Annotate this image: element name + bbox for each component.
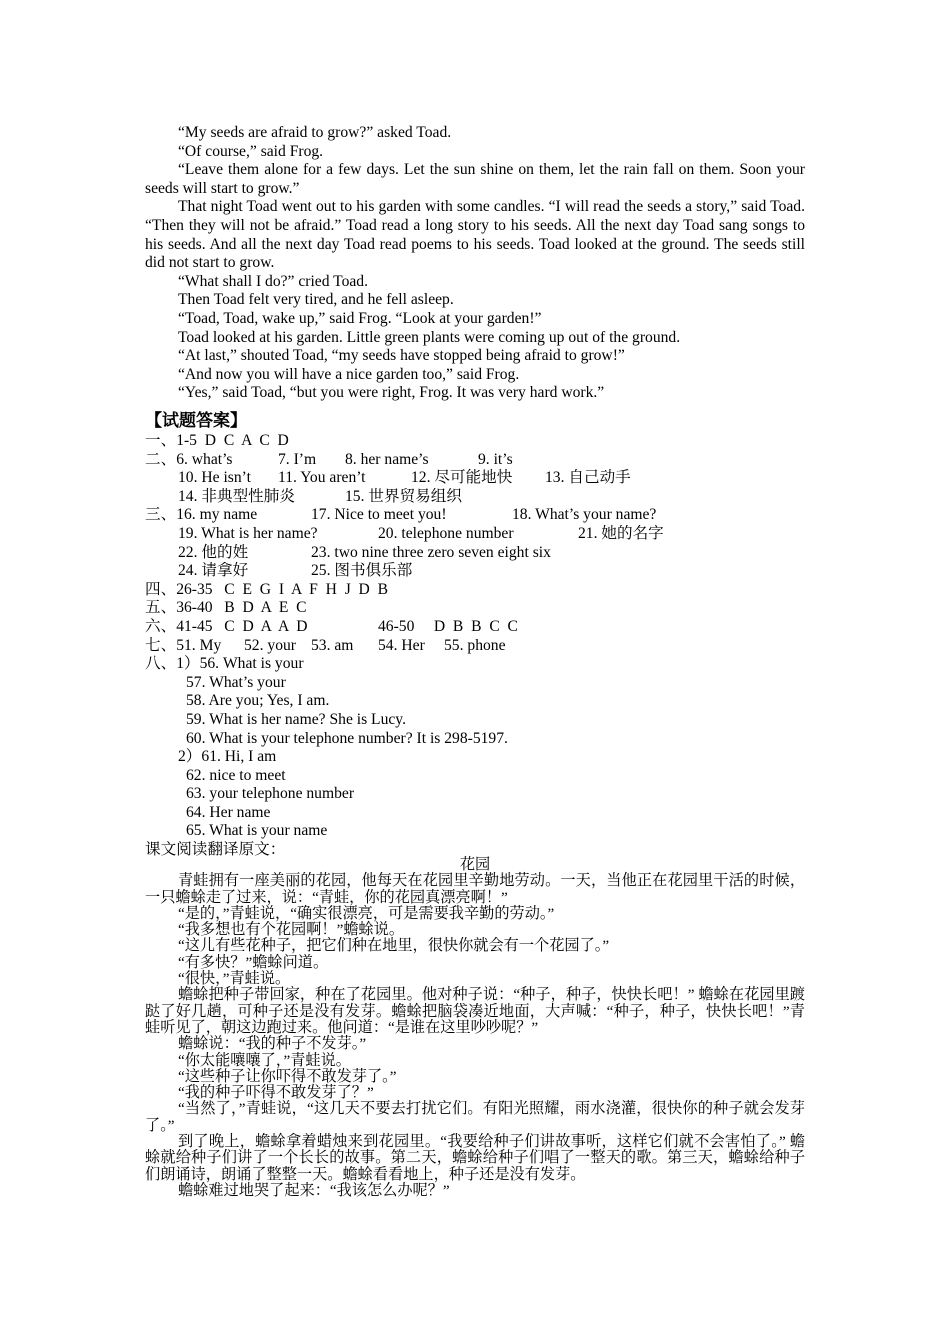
answer-row [145,544,825,563]
story-paragraph: “What shall I do?” cried Toad. [178,272,368,290]
story-english [145,124,805,403]
answer-row [145,562,825,581]
answer-section [145,412,825,860]
answer-row [145,432,825,451]
story-paragraph: “我的种子吓得不敢发芽了？” [178,1084,374,1102]
answer-text: 五、36-40 B D A E C [145,599,307,617]
answer-text: 20. telephone number [378,524,514,542]
answer-text: 一、1-5 D C A C D [145,432,289,449]
story-paragraph: “And now you will have a nice garden too,” said Frog. [178,365,520,383]
answer-text: 64. Her name [186,803,271,821]
answer-text: 13. 自己动手 [545,469,631,487]
story-paragraph: “是的，”青蛙说，“确实很漂亮，可是需要我辛勤的劳动。” [178,904,555,922]
answer-row [145,692,825,711]
story-paragraph: “At last,” shouted Toad, “my seeds have stopped being afraid to grow!” [178,347,625,365]
answer-row [145,581,825,600]
answer-text: 46-50 D B B C C [378,617,518,635]
answer-row [145,674,825,693]
answer-text: 54. Her [378,636,425,654]
answer-text: 10. He isn’t [178,469,251,487]
story-paragraph: 蟾蜍把种子带回家，种在了花园里。他对种子说：“种子，种子，快快长吧！” 蟾蜍在花园里踱跶了好几趟，可种子还是没有发芽。蟾蜍把脑袋凑近地面，大声喊：“种子，种子，快快长吧！”青蛙听见了，朝这边跑过来。他问道：“是谁在这里吵吵呢？” [145,986,805,1036]
story-paragraph: Toad looked at his garden. Little green plants were coming up out of the ground. [178,328,681,346]
answer-text: 15. 世界贸易组织 [345,487,462,505]
answer-text: 三、16. my name [145,506,258,524]
answer-row [145,488,825,507]
story-paragraph: 到了晚上，蟾蜍拿着蜡烛来到花园里。“我要给种子们讲故事听，这样它们就不会害怕了。” 蟾蜍就给种子们讲了一个长长的故事。第二天，蟾蜍给种子们唱了一整天的歌。第三天，蟾蜍给种子们朗诵诗，朗诵了整整一天。蟾蜍看看地上，种子还是没有发芽。 [145,1133,805,1183]
answer-row [145,822,825,841]
answer-row [145,506,825,525]
story-paragraph: “很快，”青蛙说。 [178,970,291,988]
story-paragraph: “我多想也有个花园啊！”蟾蜍说。 [178,921,405,939]
answer-row [145,525,825,544]
story-paragraph: “Yes,” said Toad, “but you were right, Frog. It was very hard work.” [178,384,605,402]
answer-text: 22. 他的姓 [178,543,249,561]
answers-heading: 【试题答案】 [145,411,247,430]
story-paragraph: 青蛙拥有一座美丽的花园，他每天在花园里辛勤地劳动。一天，当他正在花园里干活的时候，一只蟾蜍走了过来，说：“青蛙，你的花园真漂亮啊！” [145,872,805,906]
answer-text: 八、1）56. What is your [145,655,304,673]
story-title: 花园 [459,856,491,873]
answer-text: 8. her name’s [345,450,429,468]
answer-text: 二、6. what’s [145,450,233,468]
answer-row [145,748,825,767]
answer-text: 63. your telephone number [186,785,355,803]
answer-text: 62. nice to meet [186,766,286,784]
answer-row [145,655,825,674]
answer-text: 9. it’s [478,450,513,468]
answer-text: 65. What is your name [186,822,328,840]
answer-text: 53. am [311,636,354,654]
answer-text: 23. two nine three zero seven eight six [311,543,551,561]
answer-text: 52. your [244,636,296,654]
answer-row [145,785,825,804]
answer-row [145,599,825,618]
story-paragraph: “这儿有些花种子，把它们种在地里，很快你就会有一个花园了。” [178,937,610,955]
story-paragraph: “Of course,” said Frog. [178,142,324,160]
story-paragraph: 蟾蜍难过地哭了起来：“我该怎么办呢？” [178,1181,450,1199]
story-paragraph: “你太能嚷嚷了，”青蛙说。 [178,1051,351,1069]
answer-text: 21. 她的名字 [578,524,664,542]
answer-text: 11. You aren’t [278,469,366,487]
story-paragraph: “Leave them alone for a few days. Let the sun shine on them, let the rain fall on them. Soon your seeds will start to grow.” [145,161,805,197]
answer-text: 12. 尽可能地快 [411,469,513,487]
answer-row [145,804,825,823]
answer-row [145,730,825,749]
story-paragraph: “有多快？”蟾蜍问道。 [178,953,329,971]
story-paragraph: That night Toad went out to his garden with some candles. “I will read the seeds a story,” said Toad. “Then they will not be afraid.” Toad read a long story to his seeds. All the next day Toad sang songs to his seeds. And all the next day Toad read poems to his seeds. Toad looked at the ground. The seeds still did not start to grow. [145,198,805,272]
story-paragraph: Then Toad felt very tired, and he fell asleep. [178,291,454,309]
answer-text: 18. What’s your name? [512,506,657,524]
answer-text: 60. What is your telephone number? It is 298-5197. [186,729,508,747]
story-paragraph: “Toad, Toad, wake up,” said Frog. “Look at your garden!” [178,309,542,327]
story-paragraph: 蟾蜍说：“我的种子不发芽。” [178,1035,367,1053]
answer-text: 25. 图书俱乐部 [311,562,413,580]
answer-text: 7. I’m [278,450,317,468]
answer-row [145,451,825,470]
answer-text: 六、41-45 C D A A D [145,617,308,635]
answer-text: 59. What is her name? She is Lucy. [186,710,406,728]
answer-text: 24. 请拿好 [178,562,249,580]
answer-text: 58. Are you; Yes, I am. [186,692,330,710]
answer-text: 57. What’s your [186,673,286,691]
story-paragraph: “My seeds are afraid to grow?” asked Toad. [178,124,452,141]
answer-row [145,711,825,730]
answer-row [145,469,825,488]
answer-text: 14. 非典型性肺炎 [178,487,295,505]
story-paragraph: “当然了，”青蛙说，“这几天不要去打扰它们。有阳光照耀，雨水浇灌，很快你的种子就会发芽了。” [145,1100,805,1134]
story-chinese [145,857,805,1199]
answer-row [145,618,825,637]
answer-text: 17. Nice to meet you! [311,506,447,524]
answer-text: 四、26-35 C E G I A F H J D B [145,580,389,598]
answer-row [145,637,825,656]
answer-row [145,767,825,786]
answer-text: 课文阅读翻译原文： [145,841,286,859]
answer-text: 19. What is her name? [178,524,318,542]
answer-text: 七、51. My [145,636,222,654]
answer-text: 2）61. Hi, I am [178,748,277,766]
answer-text: 55. phone [444,636,506,654]
story-paragraph: “这些种子让你吓得不敢发芽了。” [178,1067,397,1085]
